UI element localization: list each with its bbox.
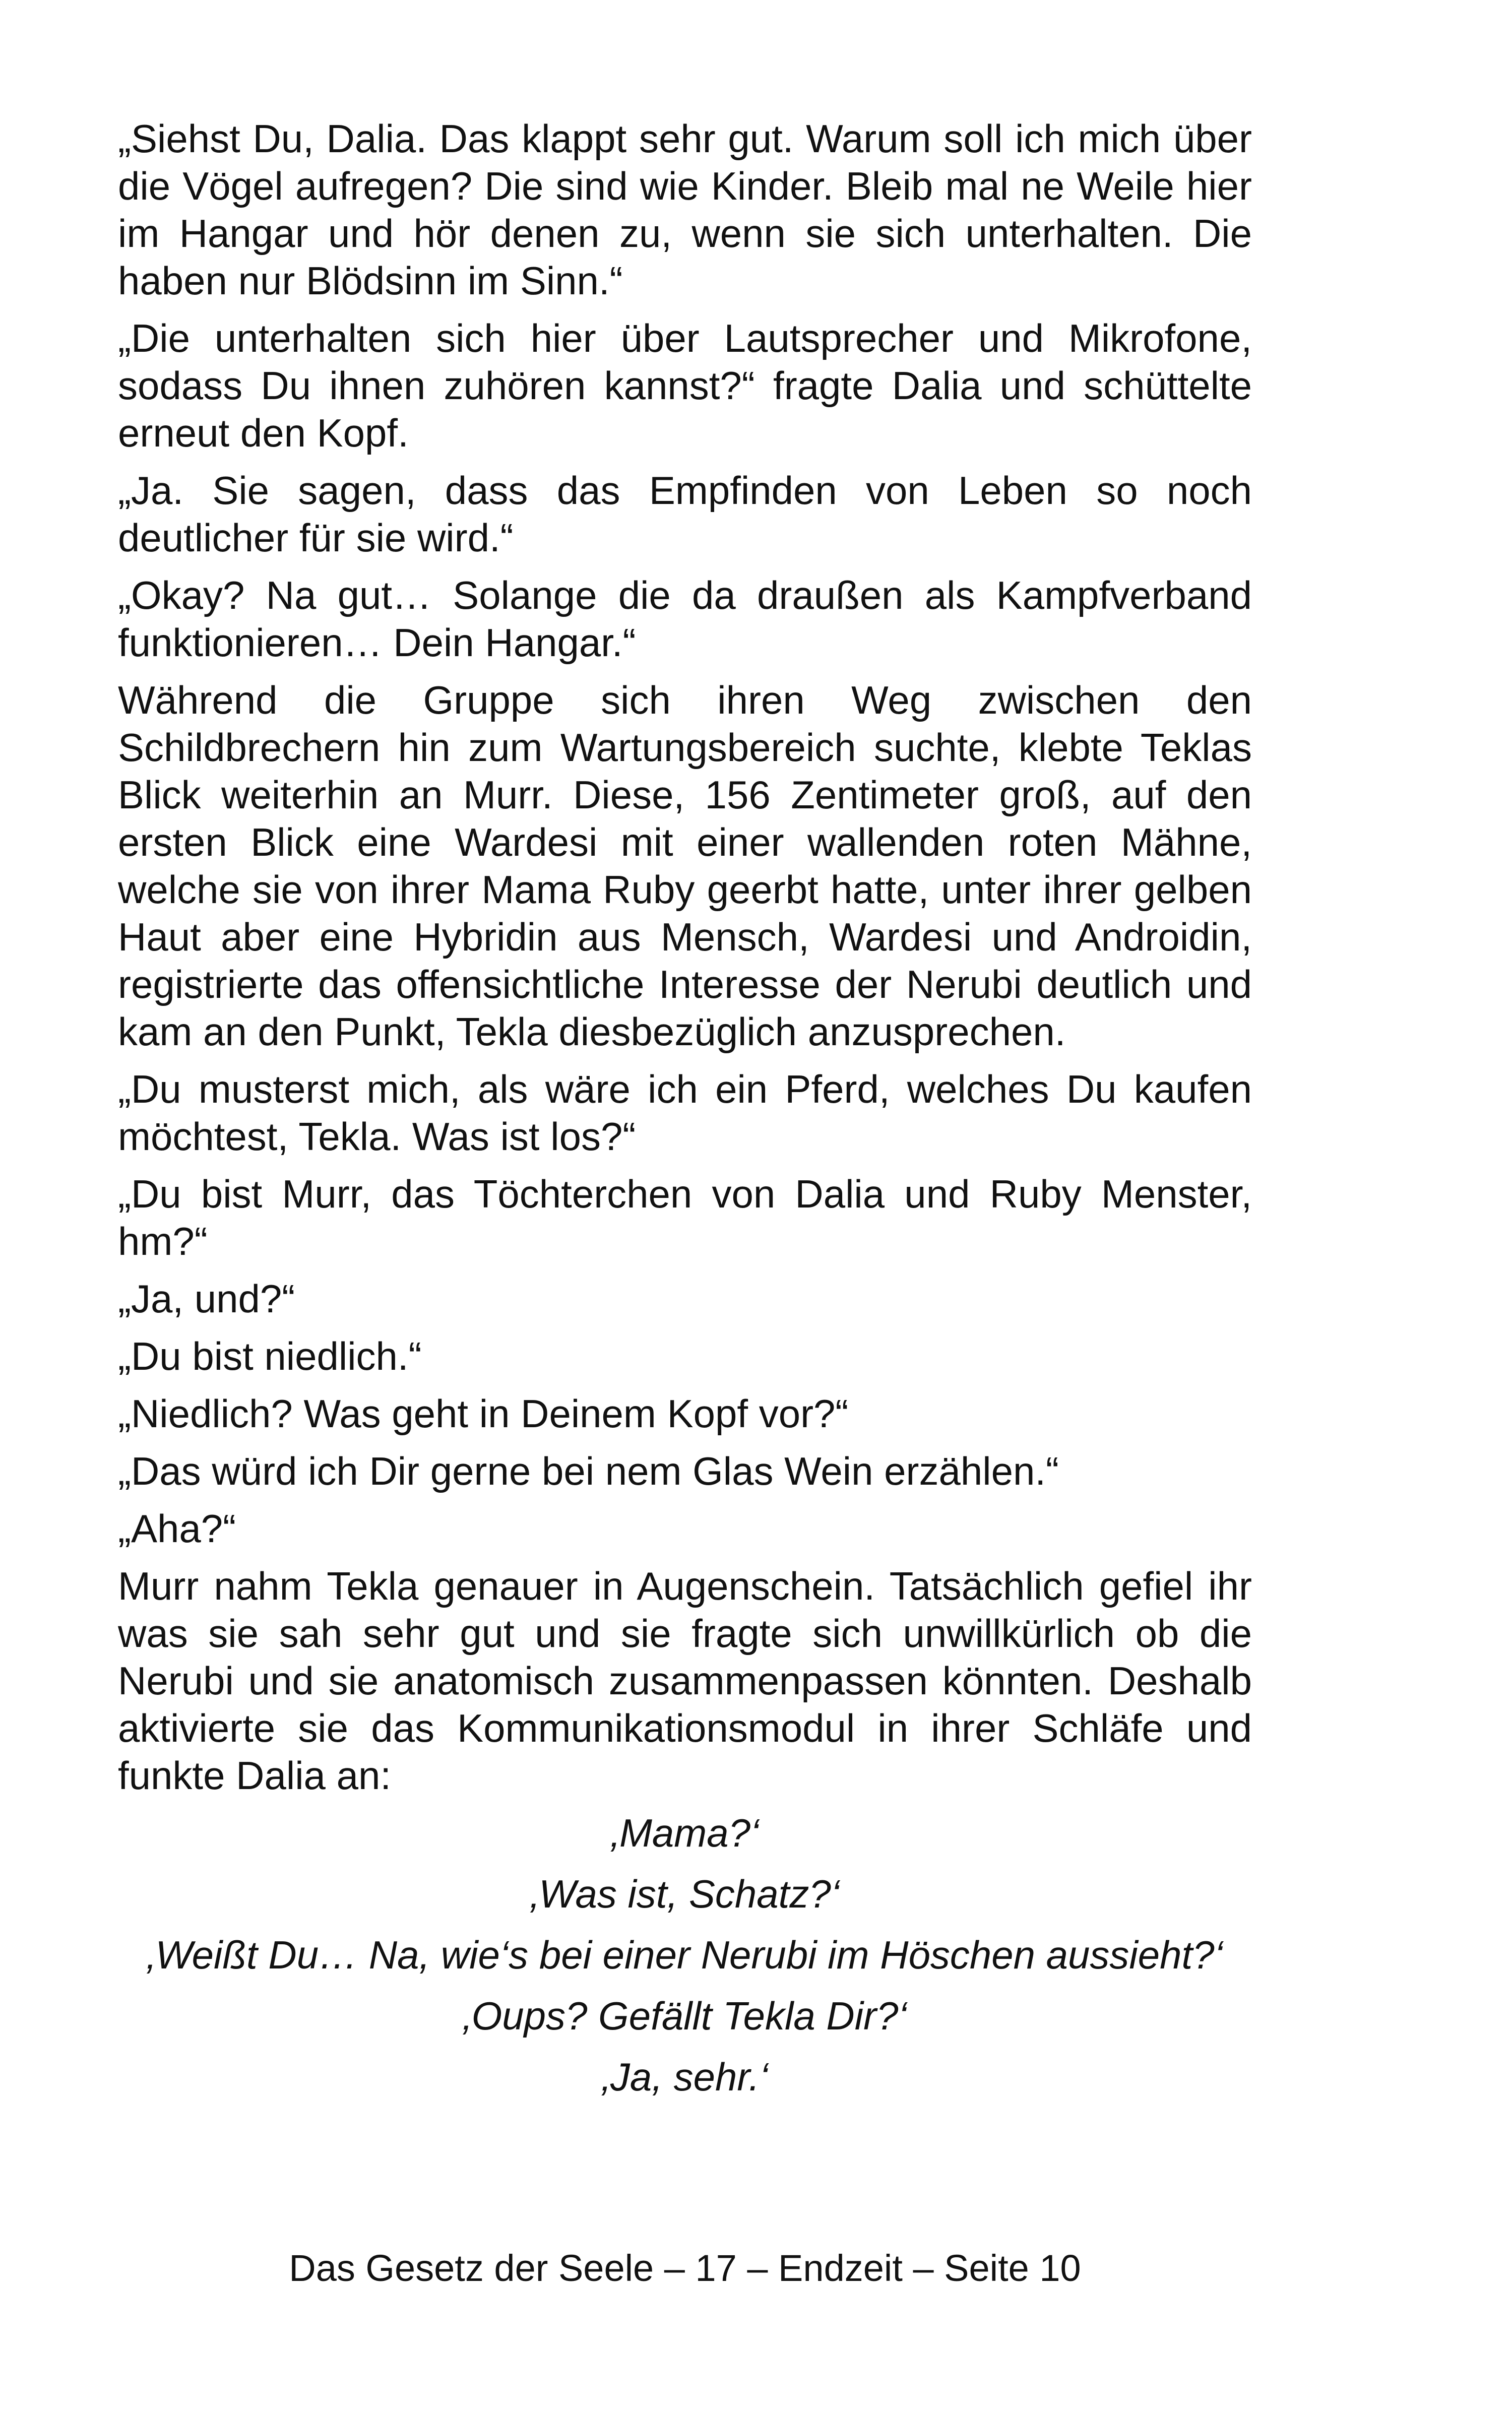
paragraph: „Ja. Sie sagen, dass das Empfinden von Leben so noch deutlicher für sie wird.“ xyxy=(118,468,1252,560)
paragraph: „Du musterst mich, als wäre ich ein Pferd, welches Du kaufen möchtest, Tekla. Was ist los?“ xyxy=(118,1067,1252,1159)
dialog-line: ‚Ja, sehr.‘ xyxy=(601,2055,769,2099)
radio-dialog xyxy=(118,1809,1252,2101)
paragraph: „Aha?“ xyxy=(118,1506,236,1551)
paragraph: „Niedlich? Was geht in Deinem Kopf vor?“ xyxy=(118,1391,849,1436)
page-footer: Das Gesetz der Seele – 17 – Endzeit – Seite 10 xyxy=(289,2247,1081,2289)
paragraph: „Siehst Du, Dalia. Das klappt sehr gut. Warum soll ich mich über die Vögel aufregen? Die sind wie Kinder. Bleib mal ne Weile hier im Hangar und hör denen zu, wenn sie sich unterhalten. Die haben nur Blödsinn im Sinn.“ xyxy=(118,116,1252,303)
dialog-line: ‚Oups? Gefällt Tekla Dir?‘ xyxy=(463,1994,907,2038)
paragraph: „Du bist niedlich.“ xyxy=(118,1334,422,1378)
body-text xyxy=(118,115,1252,2114)
paragraph: Murr nahm Tekla genauer in Augenschein. Tatsächlich gefiel ihr was sie sah sehr gut und sie fragte sich unwillkürlich ob die Nerubi und sie anatomisch zusammenpassen könnten. Deshalb aktivierte sie das Kommunikationsmodul in ihrer Schläfe und funkte Dalia an: xyxy=(118,1564,1252,1798)
dialog-line: ‚Mama?‘ xyxy=(610,1811,760,1855)
paragraph: „Du bist Murr, das Töchterchen von Dalia und Ruby Menster, hm?“ xyxy=(118,1172,1252,1263)
dialog-line: ‚Weißt Du… Na, wie‘s bei einer Nerubi im Höschen aussieht?‘ xyxy=(147,1933,1223,1977)
paragraph: „Das würd ich Dir gerne bei nem Glas Wein erzählen.“ xyxy=(118,1449,1059,1493)
paragraph: Während die Gruppe sich ihren Weg zwischen den Schildbrechern hin zum Wartungsbereich suchte, klebte Teklas Blick weiterhin an Murr. Diese, 156 Zentimeter groß, auf den ersten Blick eine Wardesi mit einer wallenden roten Mähne, welche sie von ihrer Mama Ruby geerbt hatte, unter ihrer gelben Haut aber eine Hybridin aus Mensch, Wardesi und Androidin, registrierte das offensichtliche Interesse der Nerubi deutlich und kam an den Punkt, Tekla diesbezüglich anzusprechen. xyxy=(118,678,1252,1054)
paragraph: „Die unterhalten sich hier über Lautsprecher und Mikrofone, sodass Du ihnen zuhören kannst?“ fragte Dalia und schüttelte erneut den Kopf. xyxy=(118,316,1252,455)
dialog-line: ‚Was ist, Schatz?‘ xyxy=(530,1872,840,1916)
paragraph: „Ja, und?“ xyxy=(118,1277,295,1321)
paragraph: „Okay? Na gut… Solange die da draußen als Kampfverband funktionieren… Dein Hangar.“ xyxy=(118,573,1252,665)
